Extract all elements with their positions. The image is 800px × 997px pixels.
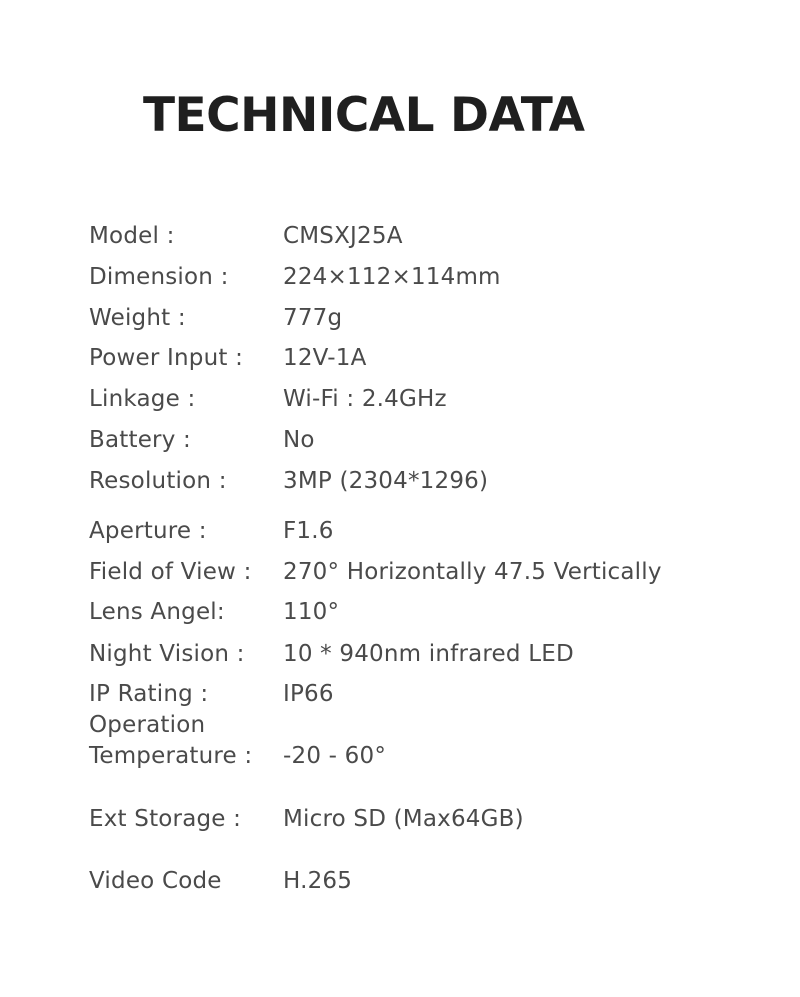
spec-value: 110° <box>283 599 340 625</box>
spec-label: Lens Angel: <box>89 599 225 625</box>
spec-label: Aperture : <box>89 518 207 544</box>
spec-value: 10 * 940nm infrared LED <box>283 641 574 667</box>
spec-label: IP Rating : <box>89 681 209 707</box>
spec-value: IP66 <box>283 681 334 707</box>
spec-label: Resolution : <box>89 468 227 494</box>
spec-label: Field of View : <box>89 559 252 585</box>
spec-value: -20 - 60° <box>283 743 387 769</box>
spec-value: CMSXJ25A <box>283 223 403 249</box>
spec-value: 12V-1A <box>283 345 367 371</box>
page-title: TECHNICAL DATA <box>143 88 585 143</box>
spec-label: Model : <box>89 223 175 249</box>
spec-label: Weight : <box>89 305 186 331</box>
spec-value: 224×112×114mm <box>283 264 501 290</box>
spec-label: Night Vision : <box>89 641 245 667</box>
spec-label: Video Code <box>89 868 222 894</box>
spec-value: No <box>283 427 315 453</box>
spec-label: Operation Temperature : <box>89 712 253 769</box>
spec-label: Ext Storage : <box>89 806 242 832</box>
spec-value: Micro SD (Max64GB) <box>283 806 524 832</box>
spec-value: H.265 <box>283 868 353 894</box>
spec-label: Power Input : <box>89 345 244 371</box>
spec-label: Linkage : <box>89 386 196 412</box>
spec-label: Dimension : <box>89 264 229 290</box>
spec-value: 3MP (2304*1296) <box>283 468 489 494</box>
spec-value: 270° Horizontally 47.5 Vertically <box>283 559 662 585</box>
spec-label: Battery : <box>89 427 191 453</box>
spec-value: F1.6 <box>283 518 334 544</box>
spec-value: Wi-Fi : 2.4GHz <box>283 386 447 412</box>
spec-value: 777g <box>283 305 343 331</box>
